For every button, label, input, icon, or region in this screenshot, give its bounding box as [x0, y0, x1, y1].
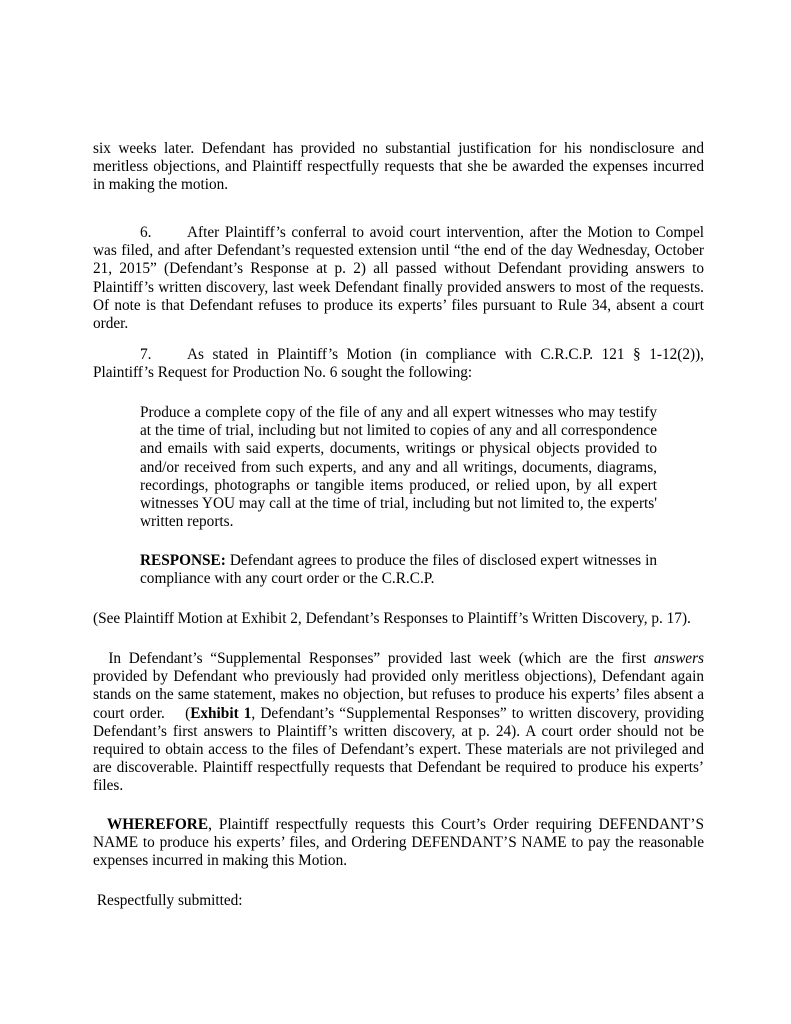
supplemental-text-b: provided by Defendant who previously had provided only meritless objections), Defendant again stands on the same statement, makes no objection, but refuses to produce his experts’ files absent a court order. ( — [93, 650, 708, 722]
supplemental-text-a: In Defendant’s “Supplemental Responses” provided last week (which are the first — [93, 650, 654, 667]
intro-paragraph: six weeks later. Defendant has provided no substantial justification for his nondisclosure and meritless objections, and Plaintiff respectfully requests that she be awarded the expenses incurred in making the motion. — [93, 140, 704, 194]
supplemental-text-c: , Defendant’s “Supplemental Responses” to written discovery, providing Defendant’s first answers to Plaintiff’s written discovery, at p. 24). A court order should not be required to obtain access to the files of Defendant’s expert. These materials are not privileged and are discoverable. Plaintiff respectfully requests that Defendant be required to produce his experts’ files. — [93, 704, 705, 795]
response-text: Defendant agrees to produce the files of disclosed expert witnesses in compliance with any court order or the C.R.C.P. — [140, 552, 657, 588]
wherefore-label: WHEREFORE — [93, 816, 209, 833]
paragraph-7 — [93, 346, 704, 382]
closing-line: Respectfully submitted: — [93, 892, 243, 909]
quoted-request: Produce a complete copy of the file of any and all expert witnesses who may testify at the time of trial, including but not limited to copies of any and all correspondence and emails with said experts, documents, writings or physical objects provided to and/or received from such experts, and any and all writings, documents, diagrams, recordings, photographs or tangible items produced, or relied upon, by all expert witnesses YOU may call at the time of trial, including but not limited to, the experts' written reports. — [140, 404, 657, 531]
exhibit-1-label: Exhibit 1 — [190, 704, 252, 722]
supplemental-paragraph — [93, 650, 708, 796]
paragraph-6-text: After Plaintiff’s conferral to avoid court intervention, after the Motion to Compel was filed, and after Defendant’s requested extension until “the end of the day Wednesday, October 21, 2015” (Defendant’s Response at p. 2) all passed without Defendant providing answers to Plaintiff’s written discovery, last week Defendant finally provided answers to most of the requests. Of note is that Defendant refuses to produce its experts’ files pursuant to Rule 34, absent a court order. — [93, 224, 704, 333]
paragraph-6-number: 6. — [140, 224, 152, 241]
wherefore-paragraph — [93, 816, 704, 871]
paragraph-7-number: 7. — [140, 346, 152, 363]
response-label: RESPONSE: — [140, 552, 226, 569]
citation: (See Plaintiff Motion at Exhibit 2, Defendant’s Responses to Plaintiff’s Written Discovery, p. 17). — [93, 610, 691, 627]
quoted-response — [140, 552, 657, 588]
supplemental-answers-italic: answers — [653, 650, 704, 667]
paragraph-7-text: As stated in Plaintiff’s Motion (in compliance with C.R.C.P. 121 § 1-12(2)), Plaintiff’s Request for Production No. 6 sought the following: — [93, 346, 704, 382]
wherefore-text: , Plaintiff respectfully requests this Court’s Order requiring DEFENDANT’S NAME to produce his experts’ files, and Ordering DEFENDANT’S NAME to pay the reasonable expenses incurred in making this Motion. — [93, 816, 704, 870]
paragraph-6 — [93, 224, 704, 333]
